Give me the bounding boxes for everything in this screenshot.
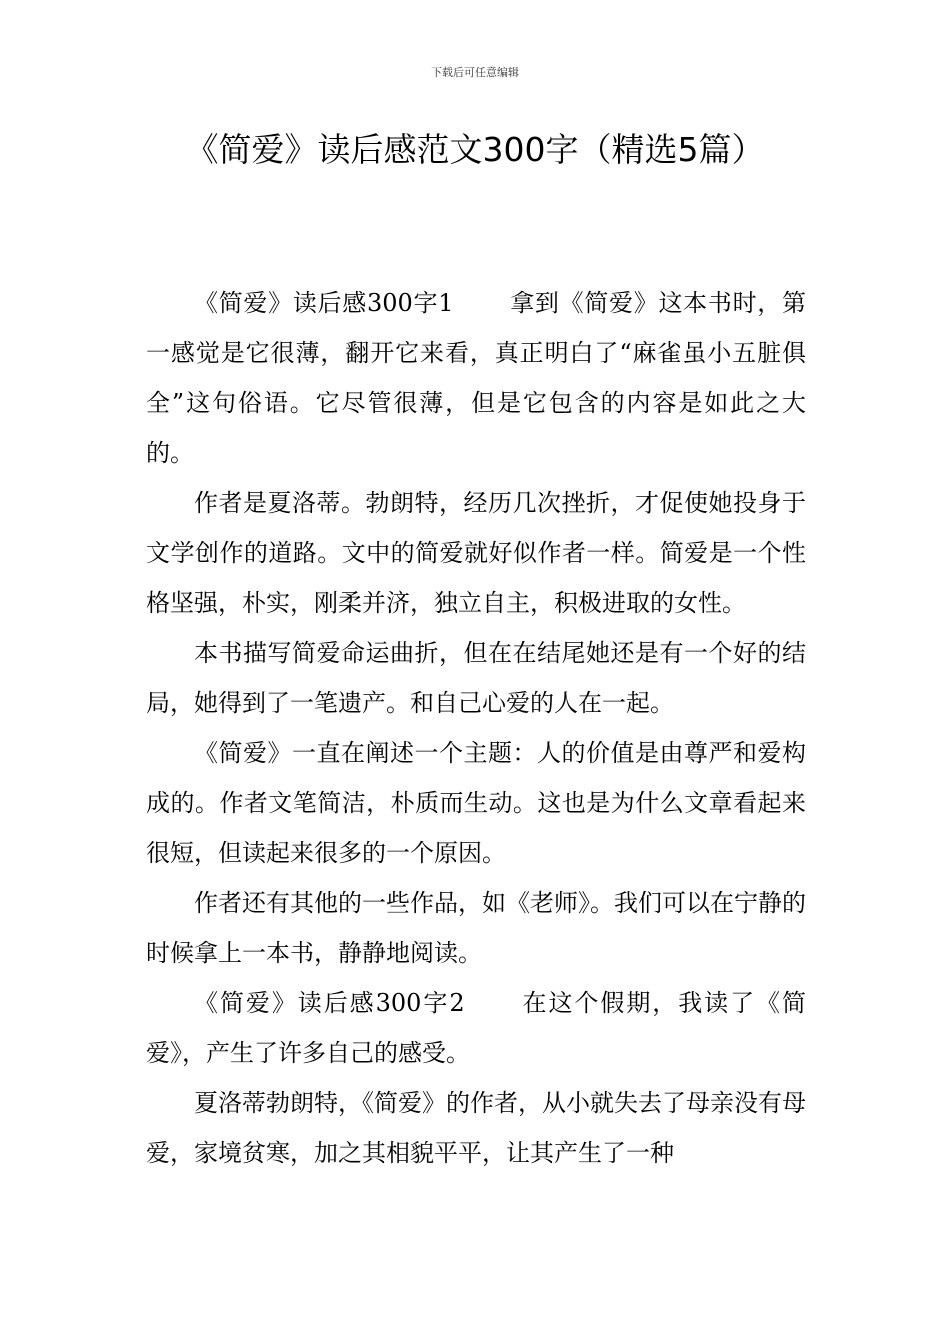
paragraph-text: 《简爱》一直在阐述一个主题：人的价值是由尊严和爱构成的。作者文笔简洁，朴质而生动。这也是为什么文章看起来很短，但读起来很多的一个原因。	[146, 739, 806, 867]
paragraph-text: 作者还有其他的一些作品，如《老师》。我们可以在宁静的时候拿上一本书，静静地阅读。	[146, 889, 806, 967]
paragraph	[146, 478, 806, 628]
section-heading: 《简爱》读后感300字1	[194, 289, 454, 317]
paragraph	[146, 628, 806, 728]
paragraph	[146, 878, 806, 978]
header-note: 下载后可任意编辑	[431, 66, 519, 79]
paragraph-text: 拿到《简爱》这本书时，第一感觉是它很薄，翻开它来看，真正明白了“麻雀虽小五脏俱全”这句俗语。它尽管很薄，但是它包含的内容是如此之大的。	[146, 289, 807, 467]
paragraph-text: 作者是夏洛蒂。勃朗特，经历几次挫折，才促使她投身于文学创作的道路。文中的简爱就好似作者一样。简爱是一个性格坚强，朴实，刚柔并济，独立自主，积极进取的女性。	[146, 489, 806, 617]
paragraph-text: 在这个假期，我读了《简爱》，产生了许多自己的感受。	[146, 989, 806, 1067]
paragraph-text: 本书描写简爱命运曲折，但在在结尾她还是有一个好的结局，她得到了一笔遗产。和自己心爱的人在一起。	[146, 639, 806, 717]
paragraph	[146, 278, 806, 478]
paragraph-text: 夏洛蒂勃朗特，《简爱》的作者，从小就失去了母亲没有母爱，家境贫寒，加之其相貌平平，让其产生了一种	[146, 1089, 806, 1167]
paragraph	[146, 978, 806, 1078]
section-heading: 《简爱》读后感300字2	[194, 989, 465, 1017]
paragraph	[146, 1078, 806, 1178]
page-title: 《简爱》读后感范文300字（精选5篇）	[185, 130, 765, 169]
paragraph	[146, 728, 806, 878]
document-body	[146, 278, 806, 1178]
